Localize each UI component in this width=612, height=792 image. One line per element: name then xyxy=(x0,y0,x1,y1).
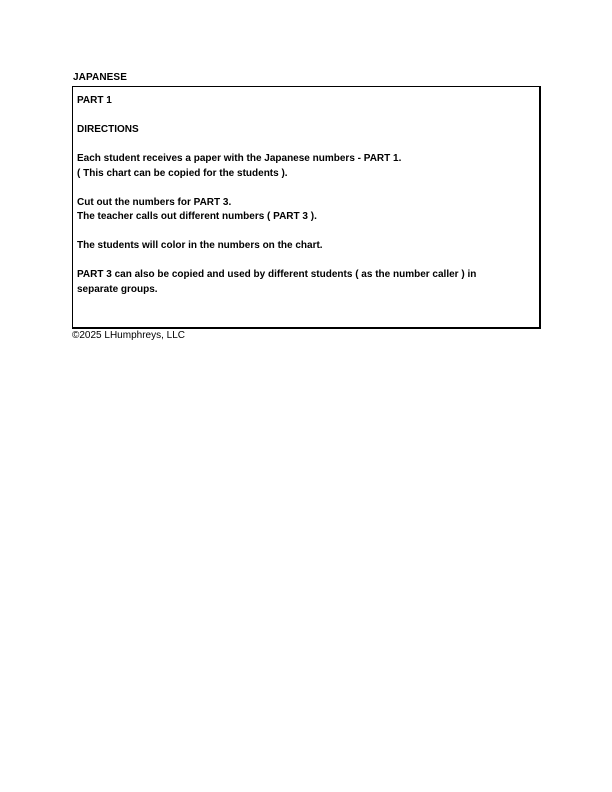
direction-text: PART 3 can also be copied and used by different students ( as the number caller ) in xyxy=(77,269,477,280)
direction-text: Cut out the numbers for PART 3. xyxy=(77,196,232,208)
directions-title: DIRECTIONS xyxy=(77,124,139,135)
spacer xyxy=(77,181,535,196)
spacer xyxy=(77,109,535,124)
directions-content xyxy=(77,94,535,297)
direction-text: The teacher calls out different numbers ( PART 3 ). xyxy=(77,211,317,222)
spacer xyxy=(77,254,535,269)
part-label: PART 1 xyxy=(77,95,112,106)
page-heading: JAPANESE xyxy=(73,72,127,83)
spacer xyxy=(77,225,535,240)
direction-text: Each student receives a paper with the Japanese numbers - PART 1. xyxy=(77,153,402,164)
spacer xyxy=(77,138,535,153)
copyright-notice: ©2025 LHumphreys, LLC xyxy=(72,330,185,341)
directions-box xyxy=(72,86,541,329)
direction-text: ( This chart can be copied for the students ). xyxy=(77,167,288,179)
direction-text: separate groups. xyxy=(77,283,158,295)
direction-text: The students will color in the numbers on the chart. xyxy=(77,240,323,251)
